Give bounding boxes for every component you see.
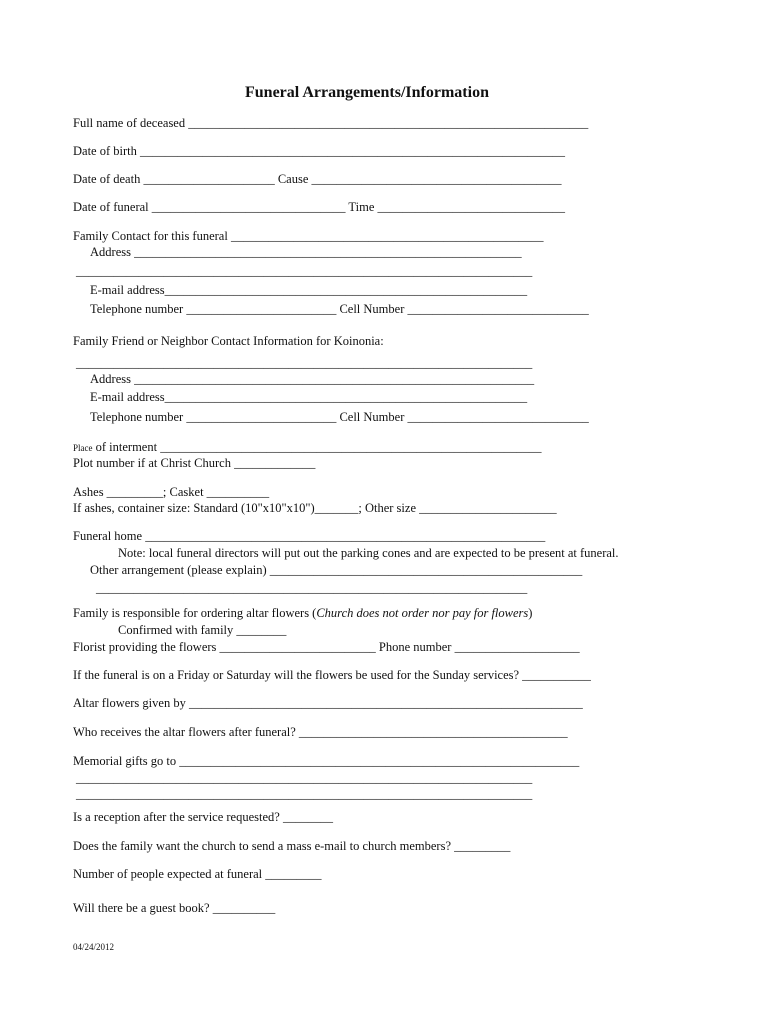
friend-email-field[interactable]: E-mail address__________________________________________________________: [90, 390, 528, 404]
plot-number-field[interactable]: Plot number if at Christ Church _____________: [73, 456, 316, 470]
full-name-field[interactable]: Full name of deceased ________________________________________________________________: [73, 116, 589, 130]
ashes-casket-field[interactable]: Ashes _________; Casket __________: [73, 485, 270, 499]
expected-people-field[interactable]: Number of people expected at funeral _________: [73, 867, 322, 881]
friend-address-field[interactable]: Address ________________________________________________________________: [90, 372, 535, 386]
place-small-label: Place: [73, 443, 93, 453]
date-of-birth-field[interactable]: Date of birth ____________________________________________________________________: [73, 144, 565, 158]
friend-telephone-field[interactable]: Telephone number ________________________ Cell Number _____________________________: [90, 410, 589, 424]
family-email-field[interactable]: E-mail address__________________________________________________________: [90, 283, 528, 297]
sunday-flowers-field[interactable]: If the funeral is on a Friday or Saturday will the flowers be used for the Sunday services? ___________: [73, 668, 591, 682]
florist-field[interactable]: Florist providing the flowers _________________________ Phone number ____________________: [73, 640, 580, 654]
mass-email-field[interactable]: Does the family want the church to send a mass e-mail to church members? _________: [73, 839, 511, 853]
funeral-directors-note: Note: local funeral directors will put out the parking cones and are expected to be present at funeral.: [118, 546, 619, 560]
altar-flowers-given-by-field[interactable]: Altar flowers given by _______________________________________________________________: [73, 696, 583, 710]
memorial-gifts-continued-2[interactable]: _________________________________________________________________________: [76, 787, 533, 801]
reception-field[interactable]: Is a reception after the service requested? ________: [73, 810, 333, 824]
date-of-funeral-field[interactable]: Date of funeral _______________________________ Time ______________________________: [73, 200, 565, 214]
altar-flowers-italic-note: Church does not order nor pay for flowers: [316, 606, 529, 620]
guest-book-field[interactable]: Will there be a guest book? __________: [73, 901, 276, 915]
interment-label: of interment _____________________________________________________________: [92, 440, 542, 454]
altar-flowers-text: Family is responsible for ordering altar flowers (: [73, 606, 317, 620]
family-contact-field[interactable]: Family Contact for this funeral __________________________________________________: [73, 229, 544, 243]
altar-flowers-statement: [73, 606, 532, 621]
family-telephone-field[interactable]: Telephone number ________________________ Cell Number _____________________________: [90, 302, 589, 316]
place-of-interment-field[interactable]: [73, 440, 541, 456]
form-date: 04/24/2012: [73, 942, 115, 952]
memorial-gifts-field[interactable]: Memorial gifts go to ________________________________________________________________: [73, 754, 580, 768]
other-arrangement-field[interactable]: Other arrangement (please explain) __________________________________________________: [90, 563, 583, 577]
friend-name-field[interactable]: _________________________________________________________________________: [76, 356, 533, 370]
friend-contact-heading: Family Friend or Neighbor Contact Information for Koinonia:: [73, 334, 384, 348]
funeral-home-field[interactable]: Funeral home ________________________________________________________________: [73, 529, 546, 543]
memorial-gifts-continued-1[interactable]: _________________________________________________________________________: [76, 771, 533, 785]
altar-flowers-recipient-field[interactable]: Who receives the altar flowers after funeral? ___________________________________________: [73, 725, 568, 739]
altar-flowers-close: ): [528, 606, 533, 620]
confirmed-with-family-field[interactable]: Confirmed with family ________: [118, 623, 287, 637]
other-arrangement-continued-field[interactable]: _____________________________________________________________________: [96, 581, 528, 595]
page-title: Funeral Arrangements/Information: [245, 84, 489, 101]
container-size-field[interactable]: If ashes, container size: Standard (10"x10"x10")_______; Other size ______________________: [73, 501, 557, 515]
family-address-field[interactable]: Address ______________________________________________________________: [90, 245, 522, 259]
family-address-continued-field[interactable]: _________________________________________________________________________: [76, 264, 533, 278]
date-of-death-field[interactable]: Date of death _____________________ Cause ________________________________________: [73, 172, 562, 186]
